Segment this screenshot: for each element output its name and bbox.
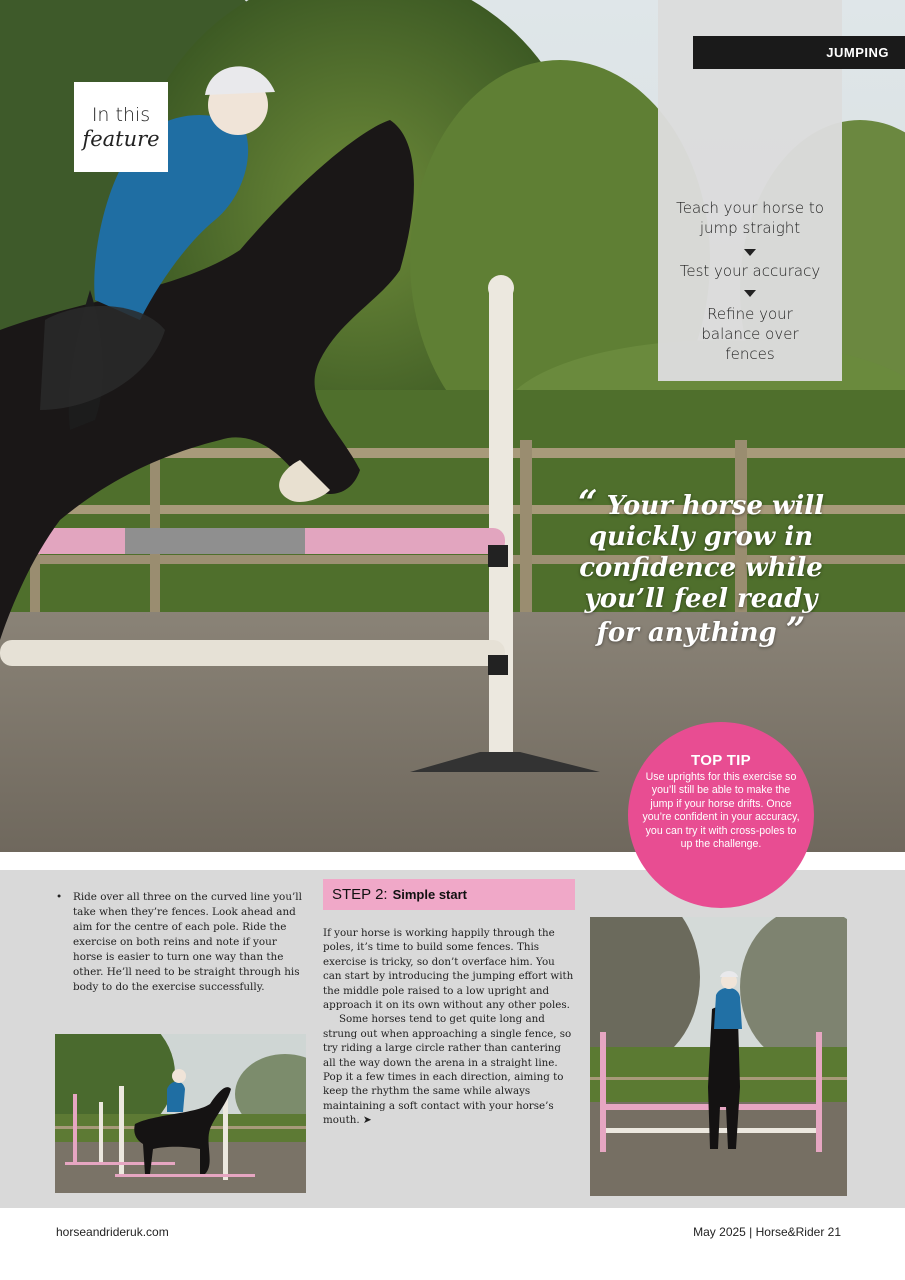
feature-item: Test your accuracy bbox=[679, 262, 821, 280]
footer-issue: May 2025 | Horse&Rider 21 bbox=[693, 1225, 841, 1239]
feature-item: Teach your horse to jump straight bbox=[676, 199, 824, 237]
step2-body bbox=[323, 926, 575, 1128]
step2-title: Simple start bbox=[392, 887, 468, 902]
footer-website: horseandrideruk.com bbox=[56, 1225, 169, 1239]
feature-heading bbox=[74, 82, 168, 172]
feature-heading-line1: In this bbox=[91, 104, 151, 126]
down-arrow-icon bbox=[744, 249, 756, 256]
pull-quote bbox=[560, 483, 842, 650]
close-quote-mark: ” bbox=[785, 610, 806, 650]
top-tip-badge bbox=[628, 722, 814, 908]
column1-paragraph: Ride over all three on the curved line you’ll take when they’re fences. Look ahead and aim for the centre of each pole. Ride the exercise on both reins and note if your horse is easier to turn one way than the other. He’ll need to be straight through his body to do the exercise successfully. bbox=[73, 891, 302, 993]
open-quote-mark: “ bbox=[577, 483, 598, 523]
step2-paragraph-2: Some horses tend to get quite long and strung out when approaching a single fence, so try riding a large circle rather than cantering all the way down the arena in a straight line. Pop it a few times in each direction, aiming to keep the rhythm the same while always maintaining a soft contact with your horse’s mouth. ➤ bbox=[323, 1013, 572, 1127]
down-arrow-icon bbox=[744, 290, 756, 297]
photo-horse-approach bbox=[590, 917, 847, 1196]
feature-item: Refine your balance over fences bbox=[701, 305, 799, 363]
top-tip-text: Use uprights for this exercise so you’ll still be able to make the jump if your horse drifts. Once you’re confident in your accuracy, you can try it with cross-poles to up the challenge. bbox=[642, 771, 800, 851]
section-tag: JUMPING bbox=[693, 36, 905, 69]
pull-quote-text: Your horse will quickly grow in confidence while you’ll feel ready for anything bbox=[579, 491, 825, 648]
photo-horse-over-poles bbox=[55, 1034, 306, 1193]
bullet-icon: • bbox=[56, 891, 63, 903]
top-tip-title: TOP TIP bbox=[691, 752, 751, 769]
step2-heading bbox=[323, 879, 575, 910]
step2-number: STEP 2: bbox=[332, 886, 388, 903]
column1-text bbox=[56, 890, 306, 995]
step2-paragraph-1: If your horse is working happily through the poles, it’s time to build some fences. This exercise is tricky, so don’t overface him. You can start by introducing the jumping effort with the middle pole raised to a low upright and approach it on its own without any other poles. bbox=[323, 927, 574, 1012]
feature-heading-line2: feature bbox=[82, 127, 160, 151]
